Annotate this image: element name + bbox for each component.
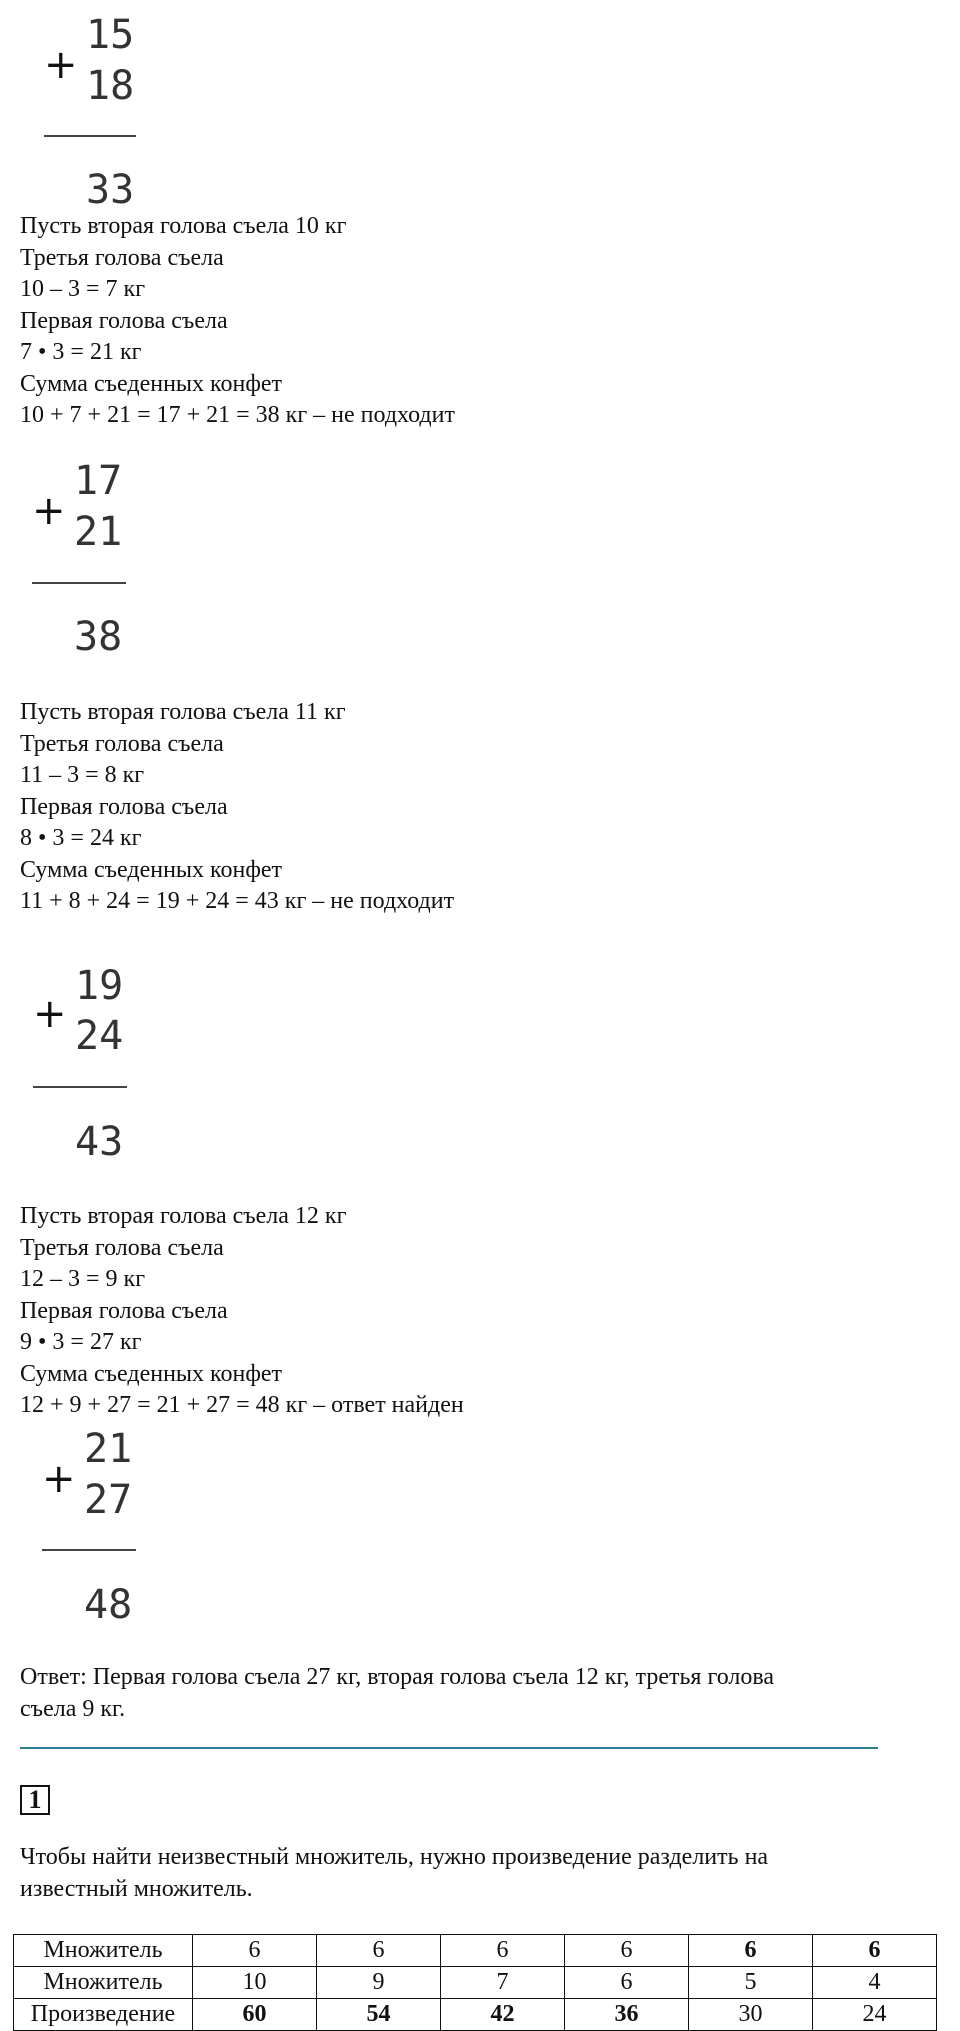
sum-result: 38 — [74, 614, 123, 660]
table-cell: 6 — [565, 1967, 689, 1999]
table-cell: 60 — [193, 1999, 317, 2031]
addend-bottom: 21 — [74, 509, 123, 555]
addend-bottom: 24 — [75, 1013, 124, 1059]
multiplication-table — [13, 1934, 937, 2031]
table-cell: 9 — [317, 1967, 441, 1999]
text-line: Первая голова съела — [20, 1297, 228, 1324]
text-line: 7 • 3 = 21 кг — [20, 339, 142, 365]
table-cell: 6 — [193, 1935, 317, 1967]
table-cell: 24 — [813, 1999, 937, 2031]
table-cell: 36 — [565, 1999, 689, 2031]
text-line: Пусть вторая голова съела 10 кг — [20, 213, 347, 239]
table-row — [14, 1967, 937, 1999]
text-line: известный множитель. — [20, 1875, 253, 1902]
table-cell: 42 — [441, 1999, 565, 2031]
text-line: Пусть вторая голова съела 11 кг — [20, 699, 346, 725]
text-line: Сумма съеденных конфет — [20, 1360, 283, 1387]
text-line: 10 + 7 + 21 = 17 + 21 = 38 кг – не подходит — [20, 402, 455, 428]
table-cell: 10 — [193, 1967, 317, 1999]
sum-result: 33 — [86, 167, 135, 213]
sum-line — [33, 1086, 127, 1088]
text-line: Сумма съеденных конфет — [20, 856, 283, 883]
table-cell: 6 — [565, 1935, 689, 1967]
plus-sign: + — [33, 991, 67, 1037]
table-row — [14, 1999, 937, 2031]
table-cell: 7 — [441, 1967, 565, 1999]
section-divider — [20, 1747, 878, 1749]
table-cell: 6 — [441, 1935, 565, 1967]
text-line: Сумма съеденных конфет — [20, 370, 283, 397]
addend-top: 17 — [74, 458, 123, 504]
text-line: 12 + 9 + 27 = 21 + 27 = 48 кг – ответ найден — [20, 1392, 464, 1418]
text-line: Третья голова съела — [20, 1234, 224, 1261]
row-header: Множитель — [14, 1935, 193, 1967]
text-line: Первая голова съела — [20, 307, 228, 334]
text-line: Чтобы найти неизвестный множитель, нужно произведение разделить на — [20, 1844, 769, 1870]
addend-top: 21 — [84, 1426, 133, 1472]
plus-sign: + — [42, 1456, 76, 1502]
column-addition-1 — [44, 12, 154, 215]
text-line: 11 – 3 = 8 кг — [20, 762, 145, 788]
row-header: Множитель — [14, 1967, 193, 1999]
sum-result: 43 — [75, 1119, 124, 1165]
text-line: Первая голова съела — [20, 793, 228, 820]
addend-top: 15 — [86, 12, 135, 58]
attempt-block-11 — [20, 697, 454, 918]
answer-text — [20, 1662, 774, 1725]
table-cell: 6 — [813, 1935, 937, 1967]
task-number-badge: 1 — [20, 1785, 50, 1815]
table-row — [14, 1935, 937, 1967]
table-cell: 54 — [317, 1999, 441, 2031]
column-addition-3 — [33, 963, 143, 1166]
text-line: 11 + 8 + 24 = 19 + 24 = 43 кг – не подходит — [20, 888, 455, 914]
table-cell: 4 — [813, 1967, 937, 1999]
addend-bottom: 18 — [86, 63, 135, 109]
sum-line — [32, 582, 126, 584]
text-line: 8 • 3 = 24 кг — [20, 825, 142, 851]
text-line: съела 9 кг. — [20, 1695, 126, 1722]
text-line: 9 • 3 = 27 кг — [20, 1329, 142, 1355]
sum-line — [44, 135, 136, 137]
plus-sign: + — [44, 42, 78, 88]
addend-bottom: 27 — [84, 1477, 133, 1523]
sum-result: 48 — [84, 1582, 133, 1628]
rule-text — [20, 1842, 768, 1905]
table-cell: 30 — [689, 1999, 813, 2031]
text-line: Пусть вторая голова съела 12 кг — [20, 1203, 347, 1229]
table-cell: 5 — [689, 1967, 813, 1999]
table-cell: 6 — [317, 1935, 441, 1967]
row-header: Произведение — [14, 1999, 193, 2031]
table-cell: 6 — [689, 1935, 813, 1967]
plus-sign: + — [32, 488, 66, 534]
text-line: Третья голова съела — [20, 244, 224, 271]
column-addition-2 — [32, 458, 142, 661]
sum-line — [42, 1549, 136, 1551]
text-line: Ответ: Первая голова съела 27 кг, вторая голова съела 12 кг, третья голова — [20, 1664, 775, 1690]
attempt-block-12 — [20, 1201, 464, 1422]
text-line: 12 – 3 = 9 кг — [20, 1266, 146, 1292]
column-addition-4 — [42, 1426, 152, 1629]
text-line: Третья голова съела — [20, 730, 224, 757]
text-line: 10 – 3 = 7 кг — [20, 276, 146, 302]
addend-top: 19 — [75, 963, 124, 1009]
attempt-block-10 — [20, 211, 455, 432]
